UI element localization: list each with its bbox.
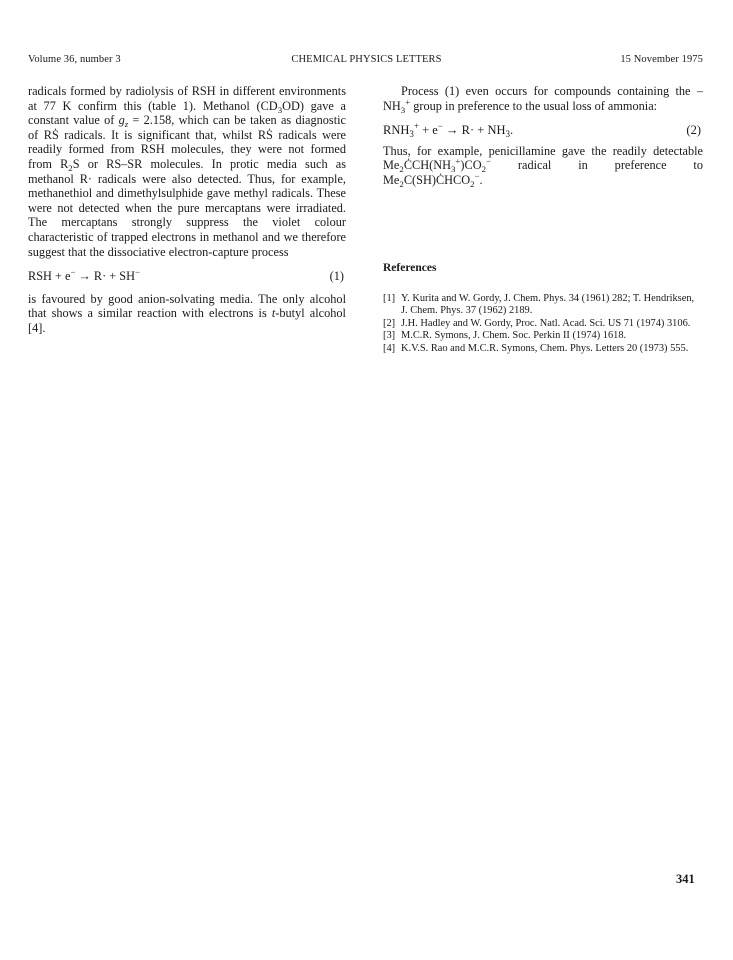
equation-2-body: $RNH_3^+ + e^- \to R\cdot + NH_3$. xyxy=(383,121,514,140)
reference-item: [4] K.V.S. Rao and M.C.R. Symons, Chem. Phys. Letters 20 (1973) 555. xyxy=(383,342,689,354)
equation-1-number: (1) xyxy=(329,269,344,284)
left-paragraph-1: radicals formed by radiolysis of RSH in different environments at 77 K confirm this (table 1). Methanol $(CD_3OD)$ gave a constant value of $g_z = 2.158$, which can be taken as diagnostic of RS radicals. It is significant that, whilst RS radicals were readily formed from RSH molecules, they were not formed from $R_2S$ or RS–SR molecules. In protic media such as methanol R· radicals were also detected. Thus, for example, methanethiol and dimethylsulphide gave methyl radicals. These were not detected when the pure mercaptans were irradiated. The mercaptans strongly suppress the violet colour characteristic of trapped electrons in methanol and we therefore suggest that the dissociative electron-capture process xyxy=(28,84,347,259)
header-date: 15 November 1975 xyxy=(620,54,703,65)
right-paragraph-2: Thus, for example, penicillamine gave the readily detectable $Me_2ĊCH(NH_3^+)CO_2^-$ radical in preference to $Me_2C(SH)ĊHCO_2^-$. xyxy=(383,143,703,190)
equation-2 xyxy=(383,123,703,138)
references-list xyxy=(383,293,703,355)
header-volume: Volume 36, number 3 xyxy=(28,54,121,65)
left-paragraph-2: is favoured by good anion-solvating media. The only alcohol that shows a similar reaction with electrons is t-butyl alcohol [4]. xyxy=(28,291,346,335)
references-title: References xyxy=(383,262,437,274)
right-paragraph-1: Process (1) even occurs for compounds containing the $-NH_3^+$ group in preference to the usual loss of ammonia: xyxy=(383,84,703,115)
equation-2-number: (2) xyxy=(686,123,701,138)
equation-1 xyxy=(28,269,346,284)
equation-1-body: RSH + e− → R· + SH− xyxy=(28,267,141,284)
reference-item: [1] Y. Kurita and W. Gordy, J. Chem. Phys. 34 (1961) 282; T. Hendriksen, J. Chem. Phys. 37 (1962) 2189. xyxy=(383,293,695,317)
header-journal: CHEMICAL PHYSICS LETTERS xyxy=(291,54,442,65)
left-column xyxy=(28,84,346,336)
reference-item: [3] M.C.R. Symons, J. Chem. Soc. Perkin II (1974) 1618. xyxy=(383,330,627,342)
right-column xyxy=(383,84,703,188)
page-number: 341 xyxy=(676,872,695,886)
reference-item: [2] J.H. Hadley and W. Gordy, Proc. Natl. Acad. Sci. US 71 (1974) 3106. xyxy=(383,317,691,329)
